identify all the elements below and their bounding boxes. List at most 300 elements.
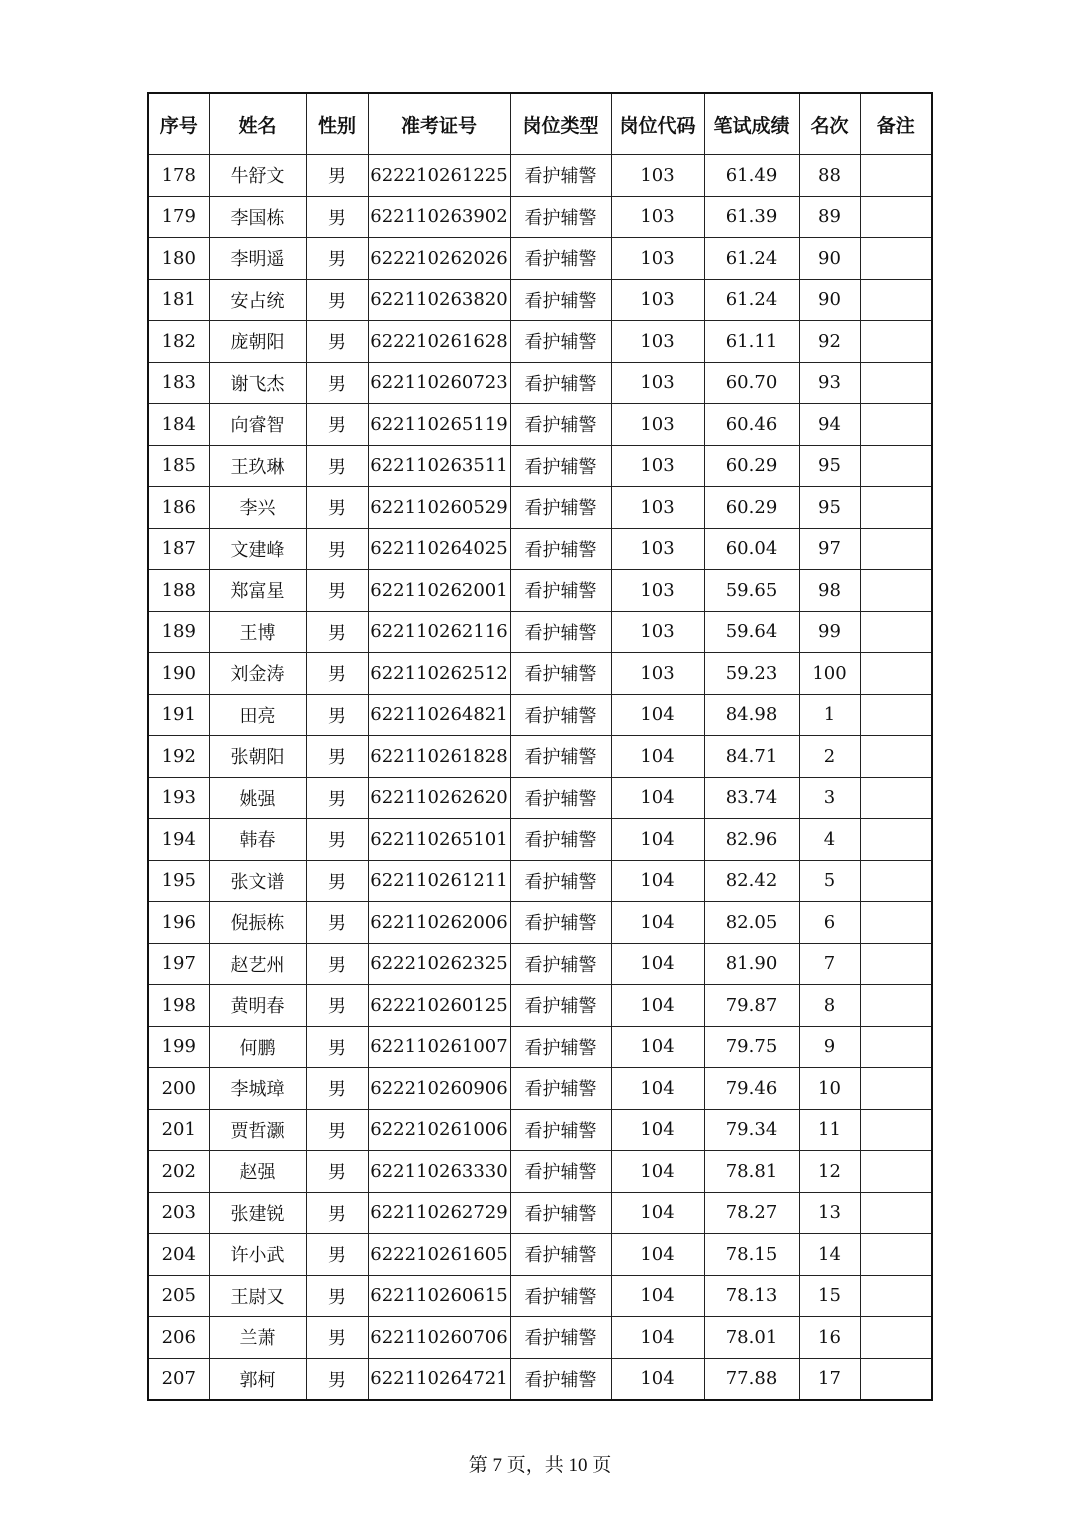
cell-post-type: 看护辅警 [510,860,611,902]
cell-post-code: 103 [611,238,704,280]
table-row [148,1068,932,1110]
cell-score: 79.87 [704,985,799,1027]
cell-post-code: 103 [611,404,704,446]
cell-gender: 男 [306,1317,368,1359]
cell-gender: 男 [306,487,368,529]
page-footer: 第 7 页，共 10 页 [468,1455,612,1476]
cell-post-code: 104 [611,1192,704,1234]
cell-gender: 男 [306,404,368,446]
table-row [148,819,932,861]
cell-name: 谢飞杰 [209,362,306,404]
cell-score: 84.71 [704,736,799,778]
cell-index: 205 [148,1275,209,1317]
table-row [148,902,932,944]
cell-rank: 3 [799,777,860,819]
cell-remarks [860,1151,932,1193]
cell-rank: 16 [799,1317,860,1359]
cell-name: 文建峰 [209,528,306,570]
cell-name: 王玖琳 [209,445,306,487]
cell-index: 179 [148,196,209,238]
score-table [147,92,933,1401]
table-row [148,1317,932,1359]
cell-exam-id: 622110262006 [368,902,510,944]
cell-gender: 男 [306,736,368,778]
cell-remarks [860,1317,932,1359]
cell-post-type: 看护辅警 [510,362,611,404]
table-row [148,196,932,238]
cell-index: 180 [148,238,209,280]
cell-name: 李城璋 [209,1068,306,1110]
header-cell-gender: 性别 [306,93,368,155]
cell-rank: 89 [799,196,860,238]
cell-name: 牛舒文 [209,155,306,197]
table-row [148,777,932,819]
cell-score: 61.24 [704,238,799,280]
cell-remarks [860,777,932,819]
cell-gender: 男 [306,1192,368,1234]
cell-gender: 男 [306,985,368,1027]
cell-name: 庞朝阳 [209,321,306,363]
cell-rank: 10 [799,1068,860,1110]
cell-gender: 男 [306,777,368,819]
cell-name: 刘金涛 [209,653,306,695]
cell-rank: 5 [799,860,860,902]
cell-post-code: 104 [611,902,704,944]
cell-name: 李明遥 [209,238,306,280]
cell-exam-id: 622110263330 [368,1151,510,1193]
table-row [148,611,932,653]
cell-score: 59.23 [704,653,799,695]
cell-post-type: 看护辅警 [510,1358,611,1400]
cell-gender: 男 [306,1151,368,1193]
cell-post-type: 看护辅警 [510,279,611,321]
table-row [148,1151,932,1193]
cell-name: 张文谱 [209,860,306,902]
cell-index: 204 [148,1234,209,1276]
cell-exam-id: 622210260125 [368,985,510,1027]
table-row [148,1026,932,1068]
cell-score: 79.75 [704,1026,799,1068]
cell-index: 199 [148,1026,209,1068]
cell-score: 78.13 [704,1275,799,1317]
cell-score: 60.46 [704,404,799,446]
cell-rank: 95 [799,487,860,529]
cell-remarks [860,694,932,736]
cell-index: 203 [148,1192,209,1234]
cell-gender: 男 [306,570,368,612]
cell-name: 韩春 [209,819,306,861]
cell-post-code: 104 [611,1109,704,1151]
cell-remarks [860,155,932,197]
table-row [148,404,932,446]
cell-index: 178 [148,155,209,197]
cell-name: 倪振栋 [209,902,306,944]
cell-post-code: 104 [611,1358,704,1400]
table-row [148,985,932,1027]
cell-post-code: 103 [611,570,704,612]
cell-post-code: 103 [611,321,704,363]
cell-rank: 94 [799,404,860,446]
cell-exam-id: 622110264721 [368,1358,510,1400]
cell-exam-id: 622110262512 [368,653,510,695]
cell-score: 61.49 [704,155,799,197]
header-cell-exam-id: 准考证号 [368,93,510,155]
cell-exam-id: 622110265119 [368,404,510,446]
cell-rank: 90 [799,279,860,321]
table-row [148,653,932,695]
cell-index: 184 [148,404,209,446]
cell-post-type: 看护辅警 [510,943,611,985]
cell-post-type: 看护辅警 [510,1234,611,1276]
cell-score: 60.04 [704,528,799,570]
cell-rank: 6 [799,902,860,944]
cell-gender: 男 [306,196,368,238]
cell-rank: 13 [799,1192,860,1234]
cell-remarks [860,528,932,570]
header-cell-post-code: 岗位代码 [611,93,704,155]
cell-exam-id: 622110260529 [368,487,510,529]
cell-post-type: 看护辅警 [510,694,611,736]
cell-rank: 8 [799,985,860,1027]
cell-score: 78.15 [704,1234,799,1276]
cell-score: 60.70 [704,362,799,404]
cell-post-code: 103 [611,653,704,695]
cell-remarks [860,321,932,363]
cell-index: 188 [148,570,209,612]
header-cell-name: 姓名 [209,93,306,155]
cell-score: 59.65 [704,570,799,612]
cell-gender: 男 [306,653,368,695]
cell-gender: 男 [306,943,368,985]
cell-rank: 15 [799,1275,860,1317]
cell-exam-id: 622210262325 [368,943,510,985]
cell-post-type: 看护辅警 [510,404,611,446]
cell-remarks [860,279,932,321]
cell-exam-id: 622110260723 [368,362,510,404]
cell-score: 59.64 [704,611,799,653]
cell-post-type: 看护辅警 [510,819,611,861]
cell-remarks [860,860,932,902]
cell-exam-id: 622110260706 [368,1317,510,1359]
cell-post-type: 看护辅警 [510,487,611,529]
table-row [148,321,932,363]
cell-index: 187 [148,528,209,570]
cell-exam-id: 622110262620 [368,777,510,819]
cell-name: 郭柯 [209,1358,306,1400]
cell-post-code: 104 [611,736,704,778]
table-row [148,860,932,902]
cell-post-type: 看护辅警 [510,985,611,1027]
header-cell-post-type: 岗位类型 [510,93,611,155]
cell-post-code: 104 [611,1151,704,1193]
cell-post-type: 看护辅警 [510,1192,611,1234]
cell-index: 185 [148,445,209,487]
cell-exam-id: 622110261211 [368,860,510,902]
cell-post-type: 看护辅警 [510,1026,611,1068]
cell-remarks [860,404,932,446]
cell-name: 郑富星 [209,570,306,612]
cell-remarks [860,653,932,695]
cell-remarks [860,611,932,653]
cell-gender: 男 [306,1068,368,1110]
cell-score: 84.98 [704,694,799,736]
table-row [148,445,932,487]
cell-score: 61.24 [704,279,799,321]
cell-post-type: 看护辅警 [510,777,611,819]
cell-index: 186 [148,487,209,529]
cell-post-type: 看护辅警 [510,736,611,778]
cell-post-code: 103 [611,528,704,570]
cell-gender: 男 [306,1109,368,1151]
cell-rank: 99 [799,611,860,653]
cell-exam-id: 622210261628 [368,321,510,363]
cell-index: 200 [148,1068,209,1110]
cell-gender: 男 [306,902,368,944]
cell-exam-id: 622110264025 [368,528,510,570]
cell-post-type: 看护辅警 [510,1151,611,1193]
cell-rank: 90 [799,238,860,280]
cell-name: 安占统 [209,279,306,321]
cell-score: 77.88 [704,1358,799,1400]
cell-post-code: 103 [611,155,704,197]
cell-index: 189 [148,611,209,653]
cell-score: 83.74 [704,777,799,819]
cell-rank: 92 [799,321,860,363]
cell-post-code: 104 [611,694,704,736]
cell-post-code: 104 [611,860,704,902]
cell-name: 兰萧 [209,1317,306,1359]
cell-remarks [860,196,932,238]
cell-index: 201 [148,1109,209,1151]
cell-index: 192 [148,736,209,778]
cell-remarks [860,487,932,529]
cell-name: 赵强 [209,1151,306,1193]
cell-score: 82.42 [704,860,799,902]
cell-index: 195 [148,860,209,902]
cell-post-type: 看护辅警 [510,238,611,280]
cell-gender: 男 [306,819,368,861]
cell-rank: 97 [799,528,860,570]
cell-score: 82.05 [704,902,799,944]
cell-remarks [860,1068,932,1110]
cell-name: 张朝阳 [209,736,306,778]
cell-post-code: 104 [611,777,704,819]
cell-remarks [860,1234,932,1276]
table-row [148,1275,932,1317]
cell-post-code: 103 [611,611,704,653]
cell-post-type: 看护辅警 [510,528,611,570]
table-row [148,1192,932,1234]
cell-remarks [860,985,932,1027]
cell-rank: 1 [799,694,860,736]
cell-gender: 男 [306,321,368,363]
cell-exam-id: 622110264821 [368,694,510,736]
cell-post-code: 104 [611,1026,704,1068]
cell-name: 王尉又 [209,1275,306,1317]
cell-post-type: 看护辅警 [510,321,611,363]
cell-score: 60.29 [704,445,799,487]
cell-post-type: 看护辅警 [510,653,611,695]
cell-post-code: 103 [611,279,704,321]
cell-index: 198 [148,985,209,1027]
cell-score: 78.81 [704,1151,799,1193]
header-cell-remarks: 备注 [860,93,932,155]
cell-rank: 11 [799,1109,860,1151]
cell-exam-id: 622210262026 [368,238,510,280]
cell-post-type: 看护辅警 [510,1109,611,1151]
table-row [148,943,932,985]
cell-remarks [860,1358,932,1400]
cell-exam-id: 622110262729 [368,1192,510,1234]
cell-post-type: 看护辅警 [510,1068,611,1110]
table-row [148,1234,932,1276]
cell-gender: 男 [306,1026,368,1068]
cell-gender: 男 [306,1234,368,1276]
cell-post-type: 看护辅警 [510,1275,611,1317]
cell-score: 79.46 [704,1068,799,1110]
cell-gender: 男 [306,445,368,487]
header-row [148,93,932,155]
table-row [148,528,932,570]
cell-index: 182 [148,321,209,363]
cell-post-code: 103 [611,362,704,404]
cell-gender: 男 [306,155,368,197]
cell-post-code: 103 [611,487,704,529]
cell-name: 许小武 [209,1234,306,1276]
cell-score: 78.01 [704,1317,799,1359]
cell-post-code: 104 [611,985,704,1027]
cell-gender: 男 [306,860,368,902]
cell-index: 181 [148,279,209,321]
table-row [148,570,932,612]
cell-rank: 2 [799,736,860,778]
cell-rank: 7 [799,943,860,985]
cell-score: 79.34 [704,1109,799,1151]
cell-remarks [860,238,932,280]
cell-exam-id: 622210261225 [368,155,510,197]
cell-index: 191 [148,694,209,736]
table-row [148,1109,932,1151]
cell-name: 赵艺州 [209,943,306,985]
cell-name: 李兴 [209,487,306,529]
cell-score: 78.27 [704,1192,799,1234]
cell-name: 李国栋 [209,196,306,238]
cell-post-type: 看护辅警 [510,445,611,487]
cell-exam-id: 622110261007 [368,1026,510,1068]
cell-name: 张建锐 [209,1192,306,1234]
cell-remarks [860,362,932,404]
cell-post-code: 103 [611,445,704,487]
cell-remarks [860,1275,932,1317]
cell-score: 61.11 [704,321,799,363]
table-row [148,694,932,736]
cell-index: 194 [148,819,209,861]
cell-index: 190 [148,653,209,695]
cell-index: 183 [148,362,209,404]
cell-gender: 男 [306,1275,368,1317]
cell-index: 207 [148,1358,209,1400]
cell-post-type: 看护辅警 [510,570,611,612]
cell-name: 向睿智 [209,404,306,446]
cell-remarks [860,1192,932,1234]
cell-index: 193 [148,777,209,819]
cell-gender: 男 [306,238,368,280]
table-row [148,238,932,280]
cell-index: 196 [148,902,209,944]
cell-remarks [860,445,932,487]
cell-post-code: 104 [611,1317,704,1359]
cell-exam-id: 622210261006 [368,1109,510,1151]
cell-rank: 100 [799,653,860,695]
cell-name: 田亮 [209,694,306,736]
cell-post-code: 104 [611,1275,704,1317]
cell-exam-id: 622110261828 [368,736,510,778]
cell-score: 81.90 [704,943,799,985]
cell-remarks [860,1109,932,1151]
cell-gender: 男 [306,279,368,321]
cell-rank: 14 [799,1234,860,1276]
cell-exam-id: 622110262116 [368,611,510,653]
cell-name: 贾哲灏 [209,1109,306,1151]
cell-index: 197 [148,943,209,985]
cell-score: 60.29 [704,487,799,529]
cell-post-type: 看护辅警 [510,1317,611,1359]
cell-post-code: 104 [611,1234,704,1276]
cell-exam-id: 622110265101 [368,819,510,861]
cell-exam-id: 622210260906 [368,1068,510,1110]
cell-remarks [860,736,932,778]
cell-name: 姚强 [209,777,306,819]
header-cell-index: 序号 [148,93,209,155]
cell-score: 61.39 [704,196,799,238]
cell-post-code: 104 [611,1068,704,1110]
header-cell-rank: 名次 [799,93,860,155]
cell-rank: 12 [799,1151,860,1193]
table-row [148,155,932,197]
table-row [148,736,932,778]
cell-rank: 93 [799,362,860,404]
header-cell-score: 笔试成绩 [704,93,799,155]
cell-post-type: 看护辅警 [510,611,611,653]
cell-name: 黄明春 [209,985,306,1027]
table-row [148,362,932,404]
table-body [148,155,932,1401]
cell-index: 206 [148,1317,209,1359]
cell-gender: 男 [306,694,368,736]
cell-name: 王博 [209,611,306,653]
table-row [148,279,932,321]
cell-gender: 男 [306,611,368,653]
cell-index: 202 [148,1151,209,1193]
cell-gender: 男 [306,362,368,404]
cell-score: 82.96 [704,819,799,861]
cell-remarks [860,1026,932,1068]
cell-exam-id: 622210261605 [368,1234,510,1276]
cell-rank: 88 [799,155,860,197]
cell-exam-id: 622110263511 [368,445,510,487]
cell-exam-id: 622110262001 [368,570,510,612]
cell-gender: 男 [306,1358,368,1400]
cell-remarks [860,943,932,985]
cell-remarks [860,902,932,944]
cell-gender: 男 [306,528,368,570]
cell-rank: 95 [799,445,860,487]
cell-post-code: 104 [611,819,704,861]
cell-remarks [860,570,932,612]
cell-exam-id: 622110263902 [368,196,510,238]
cell-post-type: 看护辅警 [510,196,611,238]
cell-post-code: 104 [611,943,704,985]
